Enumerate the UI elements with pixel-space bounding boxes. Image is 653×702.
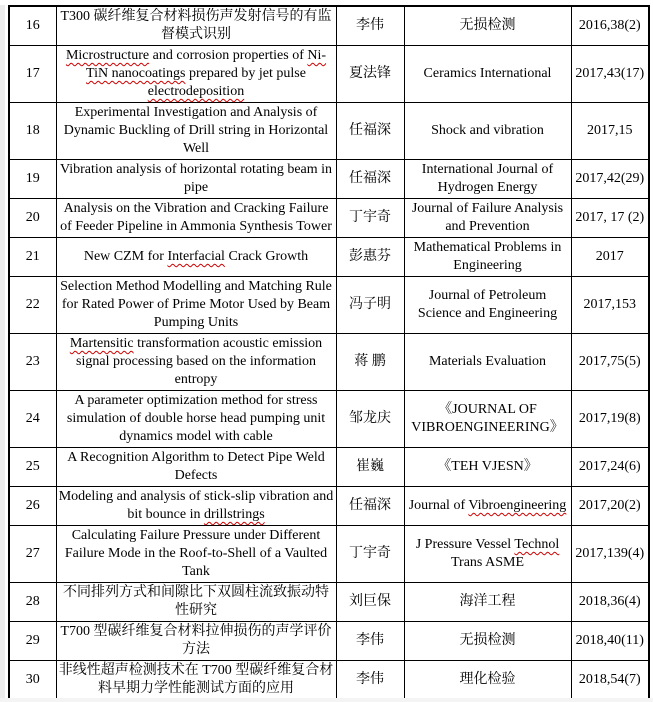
cell-year-volume: 2017,15 — [571, 103, 649, 160]
cell-paper-title: 非线性超声检测技术在 T700 型碳纤维复合材料早期力学性能测试方面的应用 — [56, 661, 336, 701]
cell-row-number: 16 — [9, 6, 56, 46]
cell-paper-title: Selection Method Modelling and Matching Rule for Rated Power of Prime Motor Used by Beam Pumping Units — [56, 277, 336, 334]
table-row — [9, 103, 649, 160]
cell-journal: Ceramics International — [404, 46, 571, 103]
cell-paper-title: 不同排列方式和间隙比下双圆柱流致振动特性研究 — [56, 583, 336, 622]
cell-author: 彭惠芬 — [336, 238, 404, 277]
cell-journal: Journal of Failure Analysis and Prevention — [404, 199, 571, 238]
cell-row-number: 20 — [9, 199, 56, 238]
cell-year-volume: 2018,40(11) — [571, 622, 649, 661]
cell-year-volume: 2017 — [571, 238, 649, 277]
cell-paper-title: T300 碳纤维复合材料损伤声发射信号的有监督模式识别 — [56, 6, 336, 46]
cell-author: 任福深 — [336, 103, 404, 160]
misspelled-word: Interfacial — [167, 249, 225, 264]
cell-journal: 《TEH VJESN》 — [404, 448, 571, 487]
cell-journal: Mathematical Problems in Engineering — [404, 238, 571, 277]
cell-journal: International Journal of Hydrogen Energy — [404, 160, 571, 199]
cell-paper-title: Microstructure and corrosion properties of Ni-TiN nanocoatings prepared by jet pulse electrodeposition — [56, 46, 336, 103]
cell-paper-title: A parameter optimization method for stress simulation of double horse head pumping unit dynamics model with cable — [56, 391, 336, 448]
table-row — [9, 526, 649, 583]
cell-year-volume: 2017,42(29) — [571, 160, 649, 199]
cell-author: 丁宇奇 — [336, 199, 404, 238]
table-row — [9, 238, 649, 277]
misspelled-word: Vibroengineering — [468, 498, 567, 513]
cell-year-volume: 2017, 17 (2) — [571, 199, 649, 238]
cell-author: 任福深 — [336, 160, 404, 199]
table-row — [9, 448, 649, 487]
cell-row-number: 24 — [9, 391, 56, 448]
page-edge-shadow-bottom — [0, 698, 653, 702]
cell-author: 邹龙庆 — [336, 391, 404, 448]
table-row — [9, 661, 649, 701]
cell-paper-title: A Recognition Algorithm to Detect Pipe Weld Defects — [56, 448, 336, 487]
cell-year-volume: 2016,38(2) — [571, 6, 649, 46]
cell-journal: Journal of Petroleum Science and Engineering — [404, 277, 571, 334]
cell-year-volume: 2018,54(7) — [571, 661, 649, 701]
cell-journal: 《JOURNAL OF VIBROENGINEERING》 — [404, 391, 571, 448]
cell-row-number: 21 — [9, 238, 56, 277]
misspelled-word: drillstrings — [203, 507, 265, 522]
misspelled-word: electrodeposition — [147, 84, 245, 99]
publications-table — [8, 5, 650, 701]
table-row — [9, 199, 649, 238]
cell-paper-title: Modeling and analysis of stick-slip vibration and bit bounce in drillstrings — [56, 487, 336, 526]
cell-row-number: 19 — [9, 160, 56, 199]
cell-row-number: 27 — [9, 526, 56, 583]
table-row — [9, 391, 649, 448]
cell-year-volume: 2017,19(8) — [571, 391, 649, 448]
table-row — [9, 6, 649, 46]
cell-year-volume: 2017,20(2) — [571, 487, 649, 526]
table-row — [9, 583, 649, 622]
cell-year-volume: 2017,139(4) — [571, 526, 649, 583]
cell-year-volume: 2017,75(5) — [571, 334, 649, 391]
cell-journal: 海洋工程 — [404, 583, 571, 622]
misspelled-word: Ni-TiN nanocoatings — [86, 48, 327, 81]
cell-row-number: 28 — [9, 583, 56, 622]
misspelled-word: Technol — [514, 537, 560, 552]
cell-journal: J Pressure Vessel Technol Trans ASME — [404, 526, 571, 583]
cell-row-number: 30 — [9, 661, 56, 701]
cell-author: 李伟 — [336, 6, 404, 46]
cell-year-volume: 2018,36(4) — [571, 583, 649, 622]
misspelled-word: Microstructure — [65, 48, 150, 63]
cell-journal: 无损检测 — [404, 622, 571, 661]
cell-author: 冯子明 — [336, 277, 404, 334]
cell-journal: 无损检测 — [404, 6, 571, 46]
misspelled-word: Martensitic — [69, 336, 134, 351]
cell-paper-title: Martensitic transformation acoustic emission signal processing based on the information entropy — [56, 334, 336, 391]
page-edge-shadow-left — [0, 5, 5, 702]
cell-row-number: 18 — [9, 103, 56, 160]
cell-journal: Materials Evaluation — [404, 334, 571, 391]
table-row — [9, 487, 649, 526]
cell-row-number: 22 — [9, 277, 56, 334]
cell-year-volume: 2017,43(17) — [571, 46, 649, 103]
table-row — [9, 277, 649, 334]
cell-row-number: 26 — [9, 487, 56, 526]
cell-author: 李伟 — [336, 622, 404, 661]
cell-author: 蒋 鹏 — [336, 334, 404, 391]
cell-author: 丁宇奇 — [336, 526, 404, 583]
cell-row-number: 17 — [9, 46, 56, 103]
cell-paper-title: New CZM for Interfacial Crack Growth — [56, 238, 336, 277]
cell-row-number: 25 — [9, 448, 56, 487]
table-row — [9, 46, 649, 103]
cell-paper-title: T700 型碳纤维复合材料拉伸损伤的声学评价方法 — [56, 622, 336, 661]
cell-author: 崔巍 — [336, 448, 404, 487]
cell-year-volume: 2017,153 — [571, 277, 649, 334]
cell-journal: Shock and vibration — [404, 103, 571, 160]
cell-author: 夏法锋 — [336, 46, 404, 103]
cell-author: 刘巨保 — [336, 583, 404, 622]
cell-journal: Journal of Vibroengineering — [404, 487, 571, 526]
cell-row-number: 23 — [9, 334, 56, 391]
publication-table-body — [9, 6, 649, 700]
table-row — [9, 622, 649, 661]
cell-paper-title: Analysis on the Vibration and Cracking Failure of Feeder Pipeline in Ammonia Synthesis Tower — [56, 199, 336, 238]
cell-paper-title: Calculating Failure Pressure under Different Failure Mode in the Roof-to-Shell of a Vaulted Tank — [56, 526, 336, 583]
cell-paper-title: Vibration analysis of horizontal rotating beam in pipe — [56, 160, 336, 199]
cell-row-number: 29 — [9, 622, 56, 661]
cell-journal: 理化检验 — [404, 661, 571, 701]
cell-year-volume: 2017,24(6) — [571, 448, 649, 487]
cell-author: 李伟 — [336, 661, 404, 701]
table-row — [9, 160, 649, 199]
cell-paper-title: Experimental Investigation and Analysis of Dynamic Buckling of Drill string in Horizontal Well — [56, 103, 336, 160]
table-row — [9, 334, 649, 391]
cell-author: 任福深 — [336, 487, 404, 526]
